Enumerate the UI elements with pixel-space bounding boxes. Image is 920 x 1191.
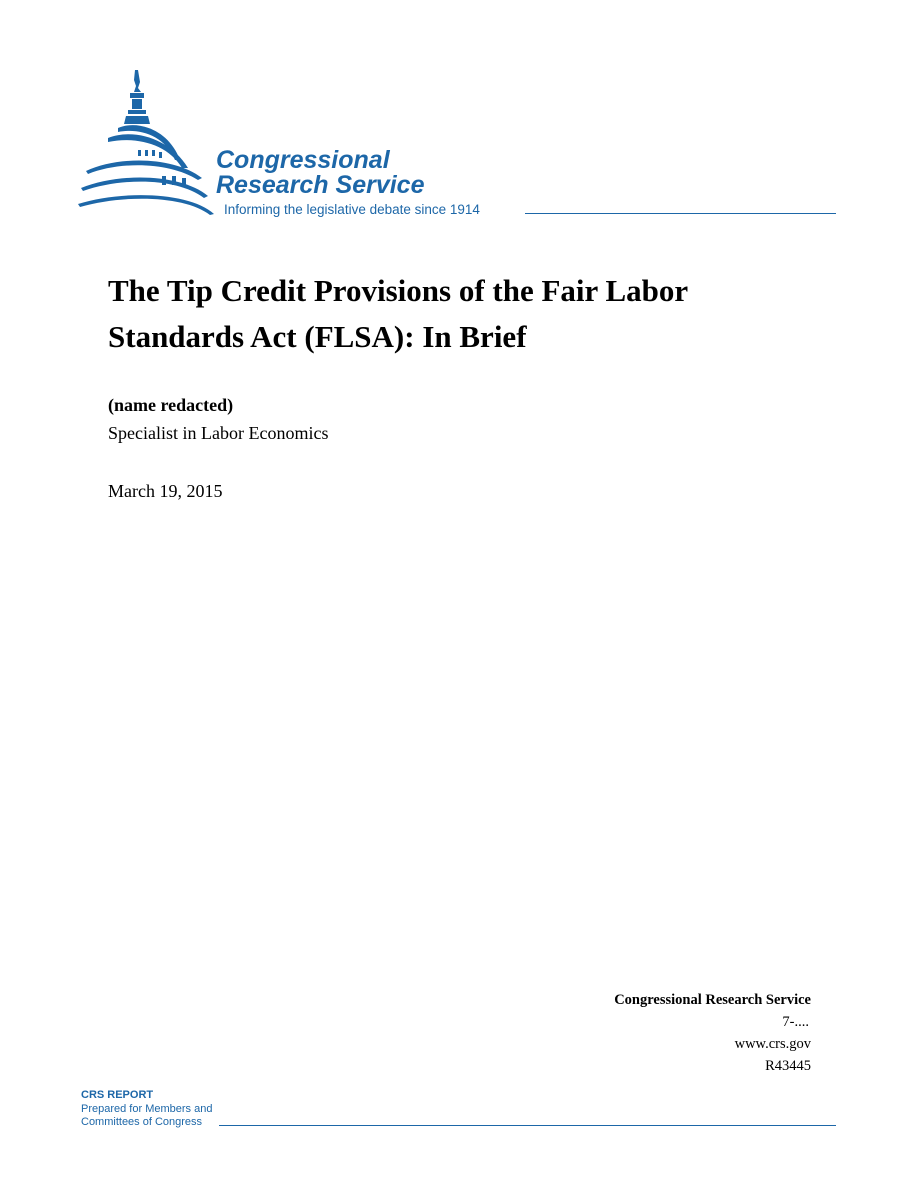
crs-report-line2: Prepared for Members and xyxy=(81,1102,213,1115)
crs-logo xyxy=(78,68,838,223)
crs-report-label: CRS REPORT xyxy=(81,1089,154,1101)
brand-name-line1: Congressional xyxy=(216,146,390,174)
publisher-block xyxy=(614,989,811,1077)
brand-tagline: Informing the legislative debate since 1914 xyxy=(224,202,480,217)
report-number: R43445 xyxy=(765,1058,811,1074)
author-name: (name redacted) xyxy=(108,395,234,415)
publisher-website[interactable]: www.crs.gov xyxy=(734,1036,811,1052)
brand-name-line2: Research Service xyxy=(216,171,425,199)
report-date: March 19, 2015 xyxy=(108,481,223,501)
crs-report-footer xyxy=(81,1089,212,1130)
report-title: The Tip Credit Provisions of the Fair Labor Standards Act (FLSA): In Brief xyxy=(108,273,688,354)
tagline-rule xyxy=(525,213,836,214)
crs-report-line3: Committees of Congress xyxy=(81,1116,203,1128)
author-role: Specialist in Labor Economics xyxy=(108,423,329,443)
publisher-name: Congressional Research Service xyxy=(614,992,811,1008)
publisher-phone: 7-.... xyxy=(782,1014,809,1030)
capitol-dome-icon xyxy=(78,68,218,218)
footer-rule xyxy=(219,1125,836,1126)
